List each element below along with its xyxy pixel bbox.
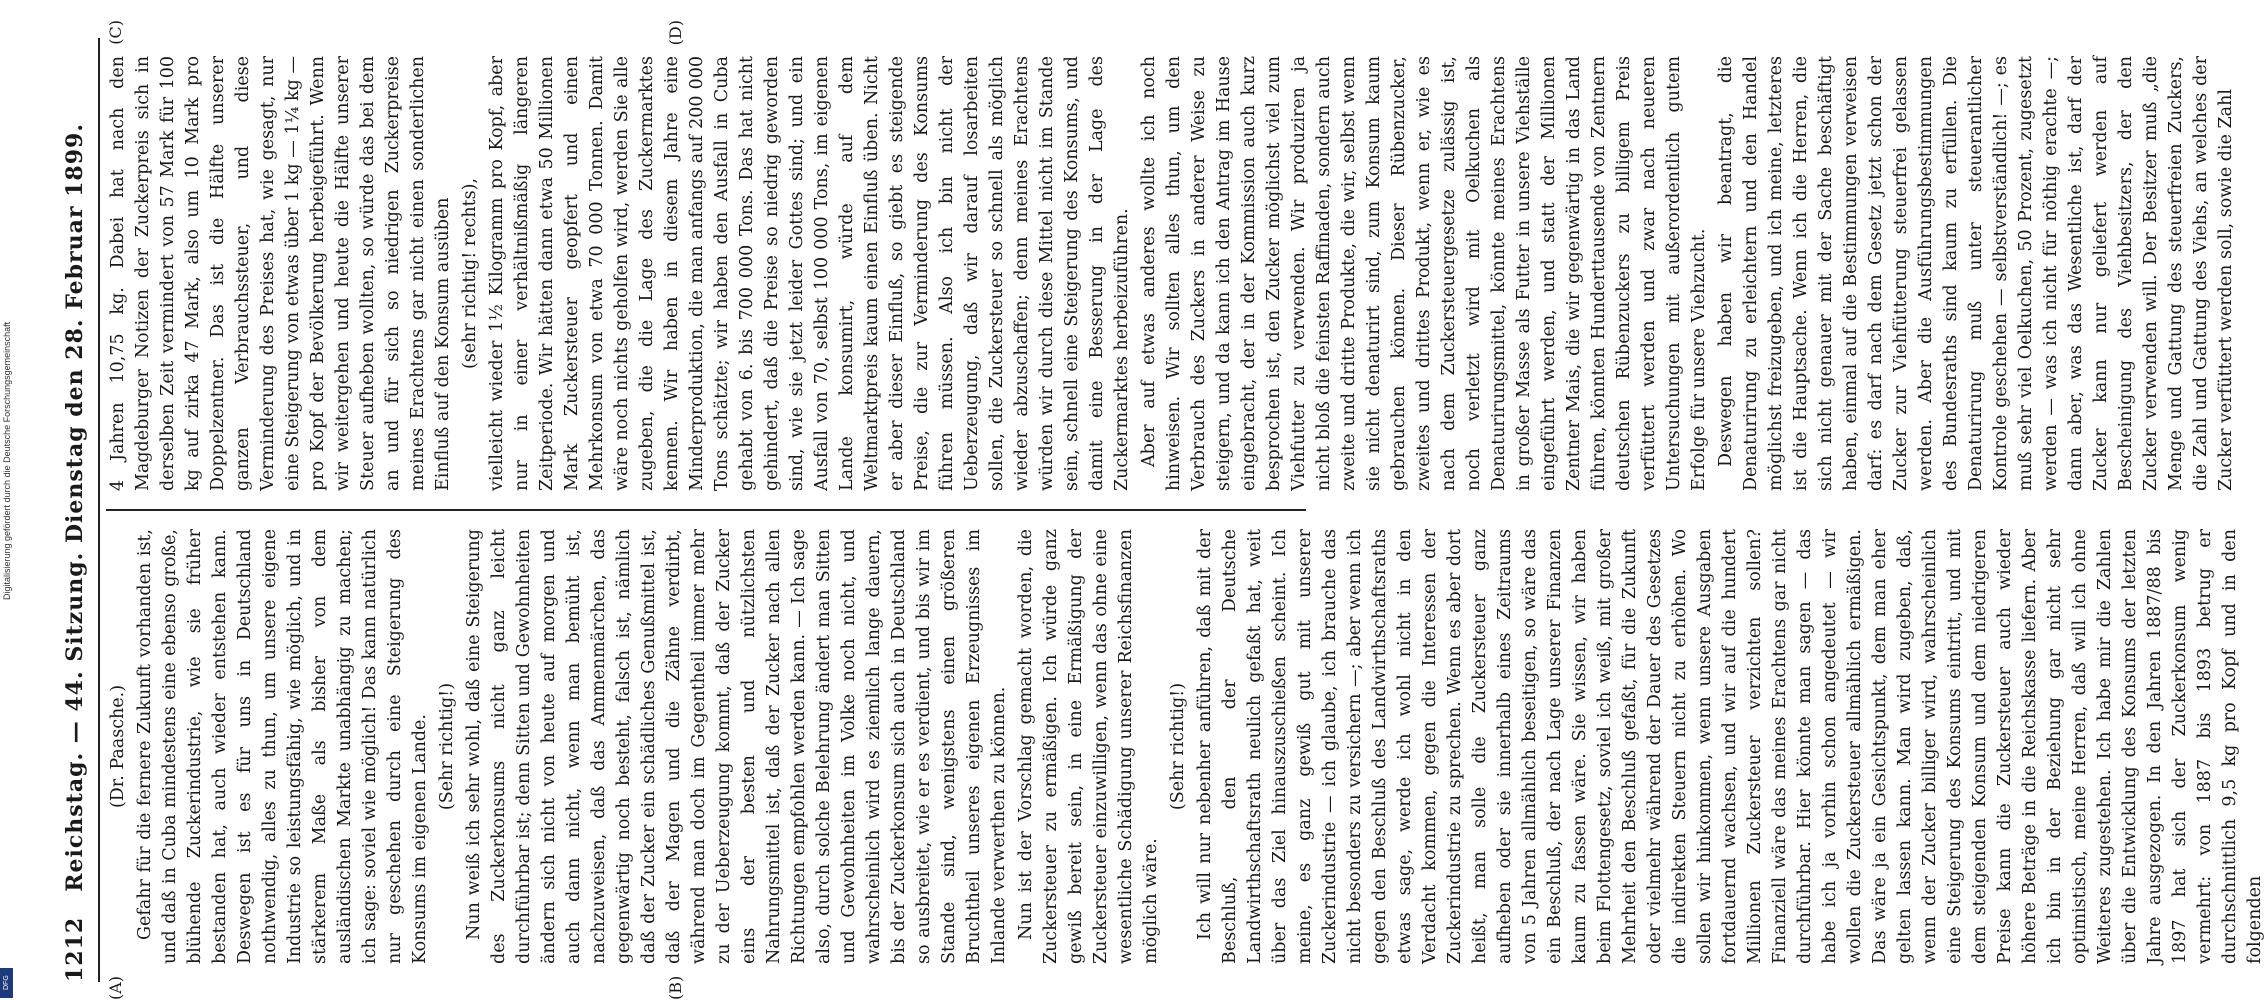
- margin-mark-a: (A): [106, 975, 125, 1000]
- right-column: [106, 38, 2236, 509]
- left-column: [106, 511, 2265, 982]
- interjection: (Sehr richtig!): [437, 682, 457, 811]
- header-rule: [98, 38, 100, 982]
- speaker-label: (Dr. Paasche.): [108, 684, 128, 809]
- paragraph: Deswegen haben wir beantragt, die Denaturirung zu erleichtern und den Handel möglichst freizugeben, und ich meine, letzteres ist die Hauptsache. Wenn ich die Herren, die sich nicht genauer mit der Sache beschäftigt haben, einmal auf die Bestimmungen verweisen darf: es darf nach dem Gesetz jetzt schon der Zucker zur Viehfütterung steuerfrei gelassen werden. Aber die Ausführungsbestimmungen des Bundesraths sind kaum zu erfüllen. Die Denaturirung muß unter steuerantlicher Kontrole geschehen — selbstverständlich! —; es muß sehr viel Oelkuchen, 50 Prozent, zugesetzt werden — was ich nicht für nöthig erachte —; dann aber, was das Wesentliche ist, darf der Zucker kann nur geliefert werden auf Bescheinigung des Viehbesitzers, der den Zucker verwenden will. Der Besitzer muß „die Menge und Gattung des steuerfreien Zuckers, die Zahl und Gattung des Viehs, an welches der Zucker verfüttert werden soll, sowie die Zahl: [1716, 56, 2236, 491]
- paragraph: Nun ist der Vorschlag gemacht worden, die Zuckersteuer zu ermäßigen. Ich würde ganz gewiß bereit sein, in eine Ermäßigung der Zuckersteuer einzuwilligen, wenn das ohne eine wesentliche Schädigung unserer Reichsfinanzen möglich wäre.: [1016, 529, 1161, 964]
- page-number: 1212: [62, 916, 88, 982]
- paragraph: 4 Jahren 10,75 kg. Dabei hat nach den Magdeburger Notizen der Zuckerpreis sich in derselben Zeit vermindert von 57 Mark für 100 kg auf zirka 47 Mark, also um 10 Mark pro Doppelzentner. Das ist die Hälfte unserer ganzen Verbrauchssteuer, und diese Verminderung des Preises hat, wie gesagt, nur eine Steigerung von etwas über 1 kg — 1¼ kg — pro Kopf der Bevölkerung herbeigeführt. Wenn wir weitergehen und heute die Hälfte unserer Steuer aufheben wollten, so würde das bei dem an und für sich so niedrigen Zuckerpreise meines Erachtens gar nicht einen sonderlichen Einfluß auf den Konsum ausüben: [108, 56, 453, 491]
- text-columns: [106, 20, 2265, 1000]
- interjection: (sehr richtig! rechts),: [460, 177, 480, 370]
- page-header: [62, 38, 96, 982]
- paragraph: Gefahr für die fernere Zukunft vorhanden ist, und daß in Cuba mindestens eine ebenso große, blühende Zuckerindustrie, wie sie früher bestanden hat, auch wieder entstehen kann. Deswegen ist es für uns in Deutschland nothwendig, alles zu thun, um unsere eigene Industrie so leistungsfähig, wie möglich, und in stärkerem Maße als bisher von dem ausländischen Markte unabhängig zu machen; ich sage: soviel wie möglich! Das kann natürlich nur geschehen durch eine Steigerung des Konsums im eigenen Lande.: [135, 529, 430, 964]
- paragraph: Nun weiß ich sehr wohl, daß eine Steigerung des Zuckerkonsums nicht ganz leicht durchführbar ist; denn Sitten und Gewohnheiten ändern sich nicht von heute auf morgen und auch dann nicht, wenn man bemüht ist, nachzuweisen, daß das Ammenmärchen, das gegenwärtig noch besteht, falsch ist, nämlich daß der Zucker ein schädliches Genußmittel ist, daß der Magen und die Zähne verdirbt, während man doch im Gegentheil immer mehr zu der Ueberzeugung kommt, daß der Zucker eins der besten und nützlichsten Nahrungsmittel ist, daß der Zucker nach allen Richtungen empfohlen werden kann. — Ich sage also, durch solche Belehrung ändert man Sitten und Gewohnheiten im Volke noch nicht, und wahrscheinlich wird es ziemlich lange dauern, bis der Zuckerkonsum sich auch in Deutschland so ausbreitet, wie er es verdient, und bis wir im Stande sind, wenigstens einen größeren Bruchtheil unseres eigenen Erzeugnisses im Inlande verwerthen zu können.: [464, 529, 1009, 964]
- dfg-logo: DFG: [0, 968, 13, 998]
- margin-mark-b: (B): [666, 975, 685, 1000]
- column-divider: [106, 509, 1306, 511]
- margin-mark-d: (D): [666, 20, 685, 46]
- paragraph: Ich will nur nebenher anführen, daß mit der Beschluß, den der Deutsche Landwirthschaftsrath neulich gefaßt hat, weit über das Ziel hinauszuschießen scheint. Ich meine, es ganz gewiß gut mit unserer Zuckerindustrie — ich glaube, ich brauche das nicht besonders zu versichern —; aber wenn ich gegen den Beschluß des Landwirthschaftsraths etwas sage, werde ich wohl nicht in den Verdacht kommen, gegen die Interessen der Zuckerindustrie zu sprechen. Wenn es aber dort heißt, man solle die Zuckersteuer ganz aufheben oder sie innerhalb eines Zeitraums von 5 Jahren allmählich beseitigen, so wäre das ein Beschluß, der nach Lage unserer Finanzen kaum zu fassen wäre. Sie wissen, wir haben beim Flottengesetz, soviel ich weiß, mit großer Mehrheit den Beschluß gefaßt, für die Zukunft oder vielmehr während der Dauer des Gesetzes die indirekten Steuern nicht zu erhöhen. Wo sollen wir hinkommen, wenn unsere Ausgaben fortdauernd wachsen, und wir auf die hundert Millionen Zuckersteuer verzichten sollen? Finanziell wäre das meines Erachtens gar nicht durchführbar. Hier könnte man sagen — das habe ich ja vorhin schon angedeutet — wir wollen die Zuckersteuer allmählich ermäßigen. Das wäre ja ein Gesichtspunkt, dem man eher gelten lassen kann. Man wird zugeben, daß, wenn der Zucker billiger wird, wahrscheinlich eine Steigerung des Konsums eintritt, und mit dem steigenden Konsum und dem niedrigeren Preise kann die Zuckersteuer auch wieder höhere Beträge in die Reichskasse liefern. Aber ich bin in der Beziehung gar nicht sehr optimistisch, meine Herren, daß will ich ohne Weiteres zugestehen. Ich habe mir die Zahlen über die Entwicklung des Konsums der letzten Jahre ausgezogen. In den Jahren 1887/88 bis 1897 hat sich der Zuckerkonsum wenig vermehrt: von 1887 bis 1893 betrug er durchschnittlich 9,5 kg pro Kopf und in den folgenden: [1195, 529, 2265, 964]
- interjection: (Sehr richtig!): [1168, 682, 1188, 811]
- paragraph: vielleicht wieder 1½ Kilogramm pro Kopf, aber nur in einer verhältnißmäßig längeren Zeitperiode. Wir hätten dann etwa 50 Millionen Mark Zuckersteuer geopfert und einen Mehrkonsum von etwa 70 000 Tonnen. Damit wäre noch nichts geholfen wird, werden Sie alle zugeben, die die Lage des Zuckermarktes kennen. Wir haben in diesem Jahre eine Minderproduktion, die man anfangs auf 200 000 Tons schätzte; wir haben den Ausfall in Cuba gehabt von 6. bis 700 000 Tons. Das hat nicht gehindert, daß die Preise so niedrig geworden sind, wie sie jetzt leider Gottes sind; und ein Ausfall von 70, selbst 100 000 Tons, im eigenen Lande konsumirt, würde auf dem Weltmarktpreis kaum einen Einfluß üben. Nicht er aber dieser Einfluß, so giebt es steigende Preise, die zur Verminderung des Konsums führen müssen. Also ich bin nicht der Ueberzeugung, daß wir darauf losarbeiten sollen, die Zuckersteuer so schnell als möglich wieder abzuschaffen; denn meines Erachtens würden wir durch diese Mittel nicht im Stande sein, schnell eine Steigerung des Konsums, und damit eine Besserung in der Lage des Zuckermarktes herbeizuführen.: [487, 56, 1132, 491]
- document-page: [40, 20, 2265, 1000]
- digitization-credit: Digitalisierung gefördert durch die Deutsche Forschungsgemeinschaft: [2, 321, 12, 600]
- page-title: Reichstag. — 44. Sitzung. Dienstag den 28. Februar 1899.: [62, 123, 88, 892]
- margin-mark-c: (C): [106, 20, 125, 45]
- paragraph: Aber auf etwas anderes wollte ich noch hinweisen. Wir sollten alles thun, um den Verbrauch des Zuckers in anderer Weise zu steigern, und da kann ich den Antrag im Hause eingebracht, der in der Kommission auch kurz besprochen ist, den Zucker möglichst viel zum Viehfutter zu verwenden. Wir produziren ja nicht bloß die feinsten Raffinaden, sondern auch zweite und dritte Produkte, die wir, selbst wenn sie nicht denaturirt sind, zum Konsum kaum gebrauchen können. Dieser Rübenzucker, zweites und drittes Produkt, wenn er, wie es nach dem Zuckersteuergesetze zulässig ist, noch verletzt wird mit Oelkuchen als Denaturirungsmittel, könnte meines Erachtens in großer Masse als Futter in unsere Viehställe eingeführt werden, und statt der Millionen Zentner Mais, die wir gegenwärtig in das Land führen, könnten Hunderttausende von Zentnern deutschen Rübenzuckers zu billigem Preis verfüttert werden und zwar nach neueren Untersuchungen mit außerordentlich gutem Erfolge für unsere Viehzucht.: [1139, 56, 1709, 491]
